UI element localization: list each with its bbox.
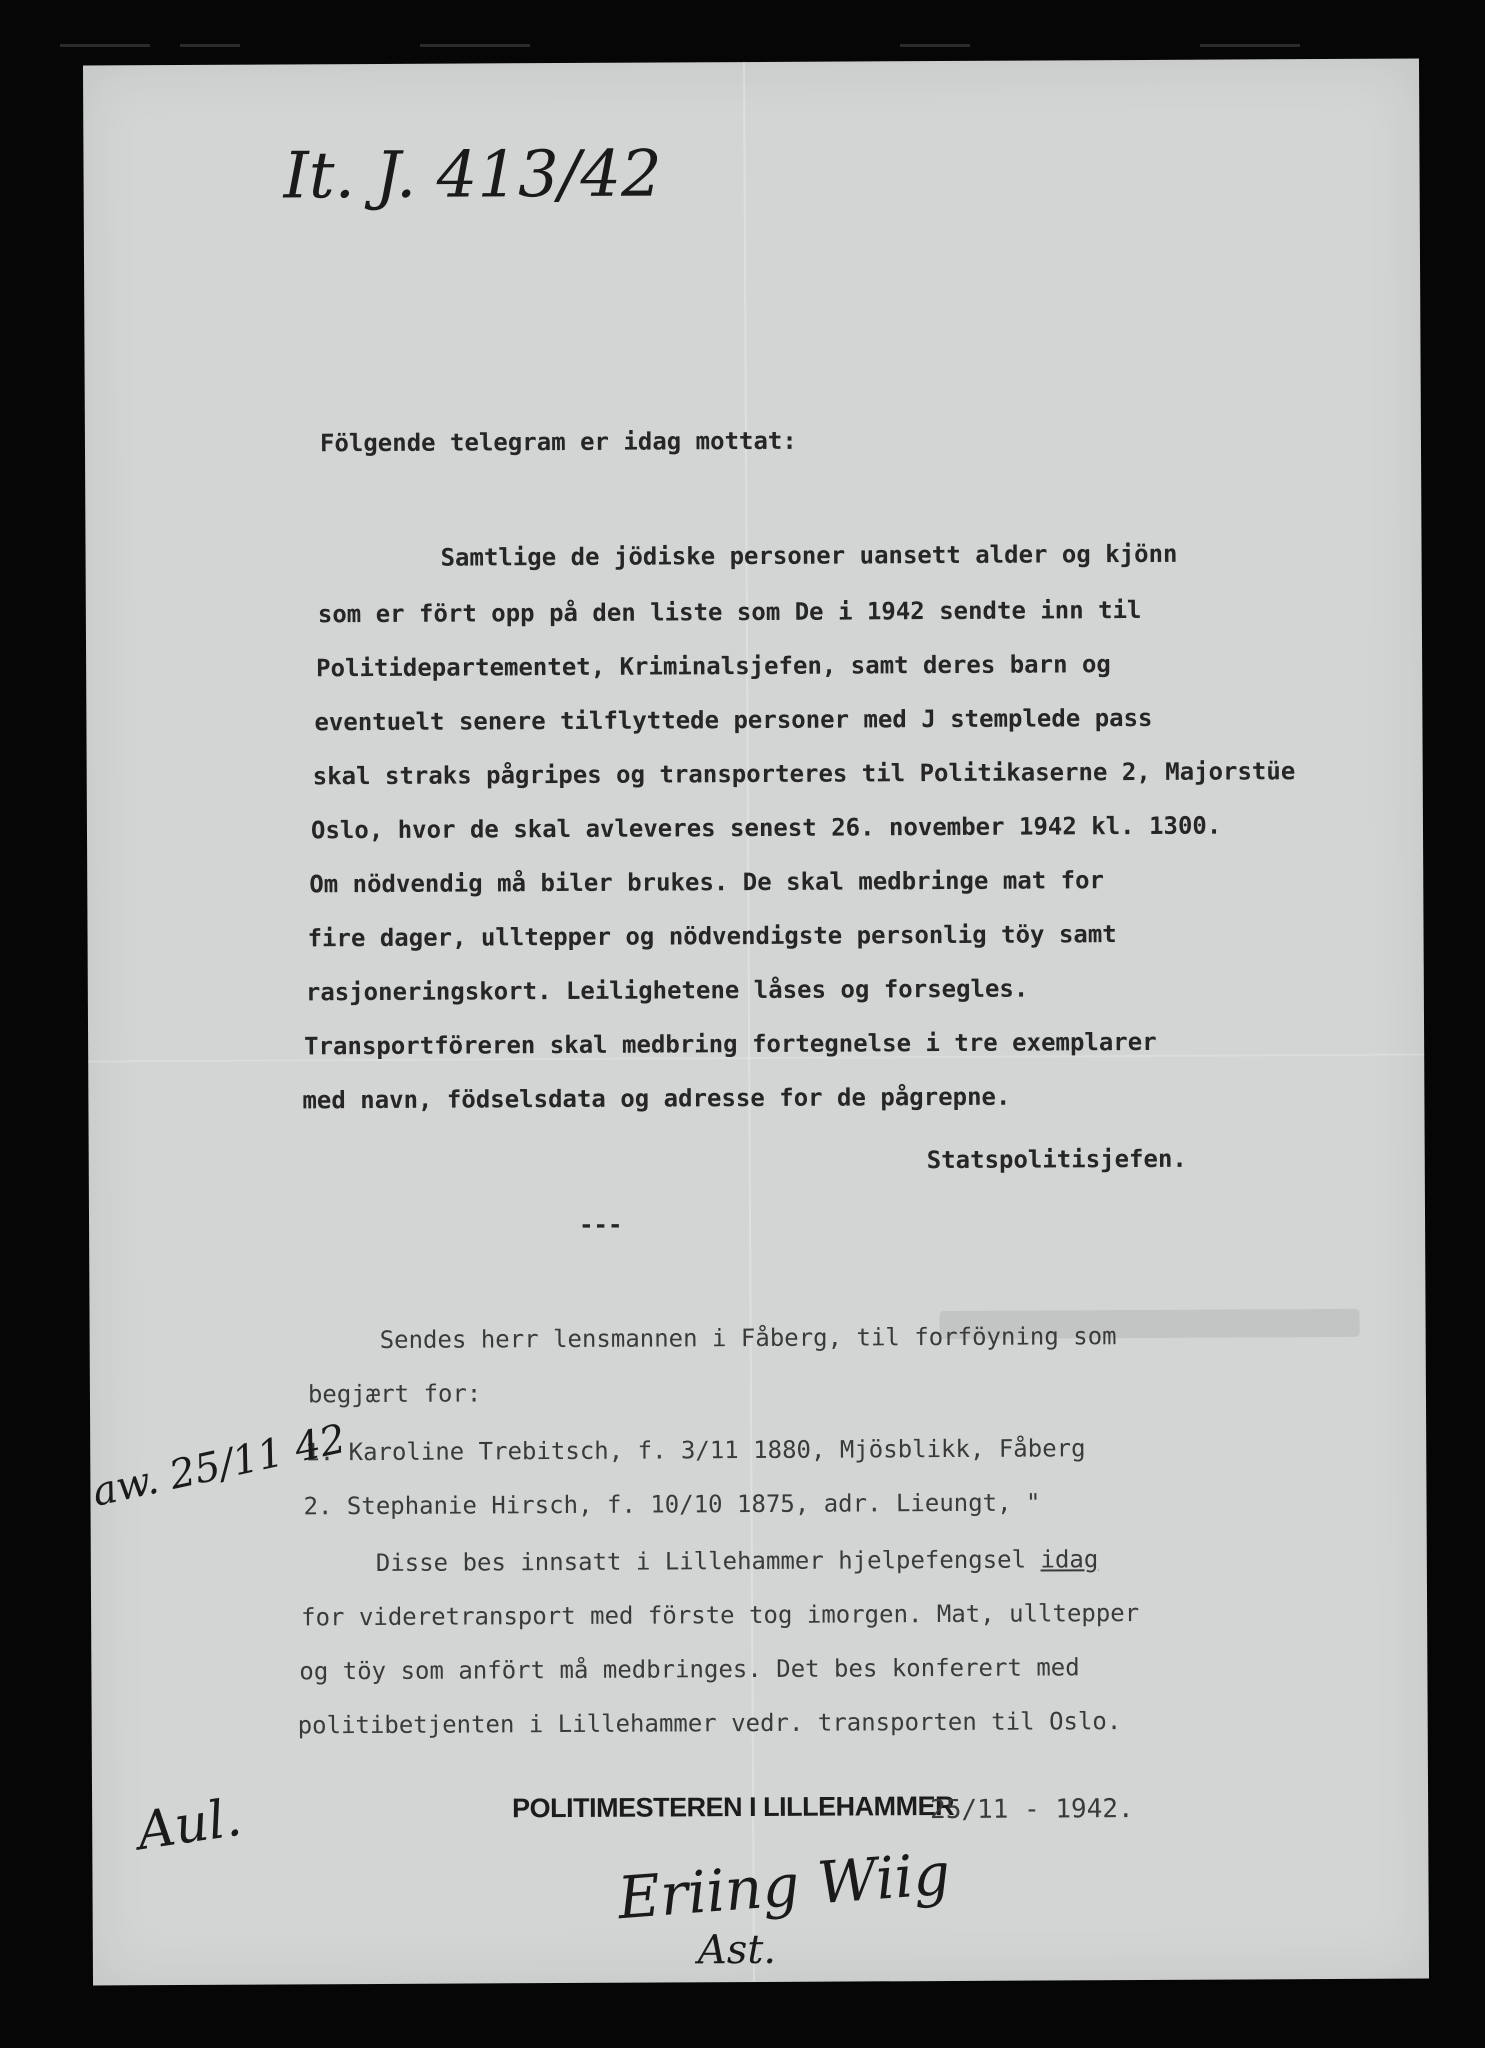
margin-initial: Aul. xyxy=(133,1787,246,1863)
instruction-line: for videretransport med förste tog imorgen. Mat, ulltepper xyxy=(301,1599,1140,1632)
telegram-line: Transportföreren skal medbring fortegnelse i tre exemplarer xyxy=(304,1027,1157,1061)
telegram-line: som er fört opp på den liste som De i 1942 sendte inn til xyxy=(317,595,1142,629)
edge-mark xyxy=(180,44,240,47)
telegram-line: Om nödvendig må biler brukes. De skal medbringe mat for xyxy=(309,866,1105,899)
intro-line: Fölgende telegram er idag mottat: xyxy=(319,426,797,458)
instruction-line: politibetjenten i Lillehammer vedr. transporten til Oslo. xyxy=(297,1707,1122,1740)
edge-mark xyxy=(1200,44,1300,47)
telegram-signature: Statspolitisjefen. xyxy=(926,1144,1187,1175)
forward-line: Sendes herr lensmannen i Fåberg, til forföyning som xyxy=(379,1322,1117,1354)
telegram-line: Samtlige de jödiske personer uansett alder og kjönn xyxy=(440,539,1178,572)
telegram-line: eventuelt senere tilflyttede personer med J stemplede pass xyxy=(314,703,1153,737)
person-entry: 1. Karoline Trebitsch, f. 3/11 1880, Mjösblikk, Fåberg xyxy=(305,1434,1086,1467)
signature: Eriing Wiig xyxy=(615,1839,953,1933)
office-stamp: POLITIMESTEREN I LILLEHAMMER xyxy=(512,1790,955,1824)
instruction-line xyxy=(376,1545,1099,1577)
edge-mark xyxy=(420,44,530,47)
margin-note: aw. 25/11 42 xyxy=(88,1415,350,1516)
telegram-line: fire dager, ulltepper og nödvendigste personlig töy samt xyxy=(307,920,1117,953)
fold-line xyxy=(743,62,755,1982)
edge-mark xyxy=(900,44,970,47)
stamp-date: 25/11 - 1942. xyxy=(930,1794,1134,1826)
person-entry: 2. Stephanie Hirsch, f. 10/10 1875, adr. Lieungt, " xyxy=(303,1488,1041,1521)
instruction-emphasis: idag xyxy=(1040,1545,1099,1574)
telegram-line: rasjoneringskort. Leilighetene låses og forsegles. xyxy=(305,974,1029,1007)
telegram-line: skal straks pågripes og transporteres til Politikaserne 2, Majorstüe xyxy=(312,757,1296,791)
telegram-line: Politidepartementet, Kriminalsjefen, samt deres barn og xyxy=(316,650,1111,683)
edge-mark xyxy=(60,44,150,47)
telegram-line: med navn, födselsdata og adresse for de pågrepne. xyxy=(302,1082,1011,1115)
instruction-text: Disse bes innsatt i Lillehammer hjelpefengsel xyxy=(375,1545,1041,1577)
document-page xyxy=(83,59,1429,1986)
telegram-line: Oslo, hvor de skal avleveres senest 26. november 1942 kl. 1300. xyxy=(310,811,1222,845)
instruction-line: og töy som anfört må medbringes. Det bes konferert med xyxy=(299,1653,1080,1686)
forward-line: begjært for: xyxy=(307,1379,482,1409)
signature-title: Ast. xyxy=(697,1926,777,1974)
journal-number: It. J. 413/42 xyxy=(283,137,662,214)
separator: --- xyxy=(578,1210,623,1239)
